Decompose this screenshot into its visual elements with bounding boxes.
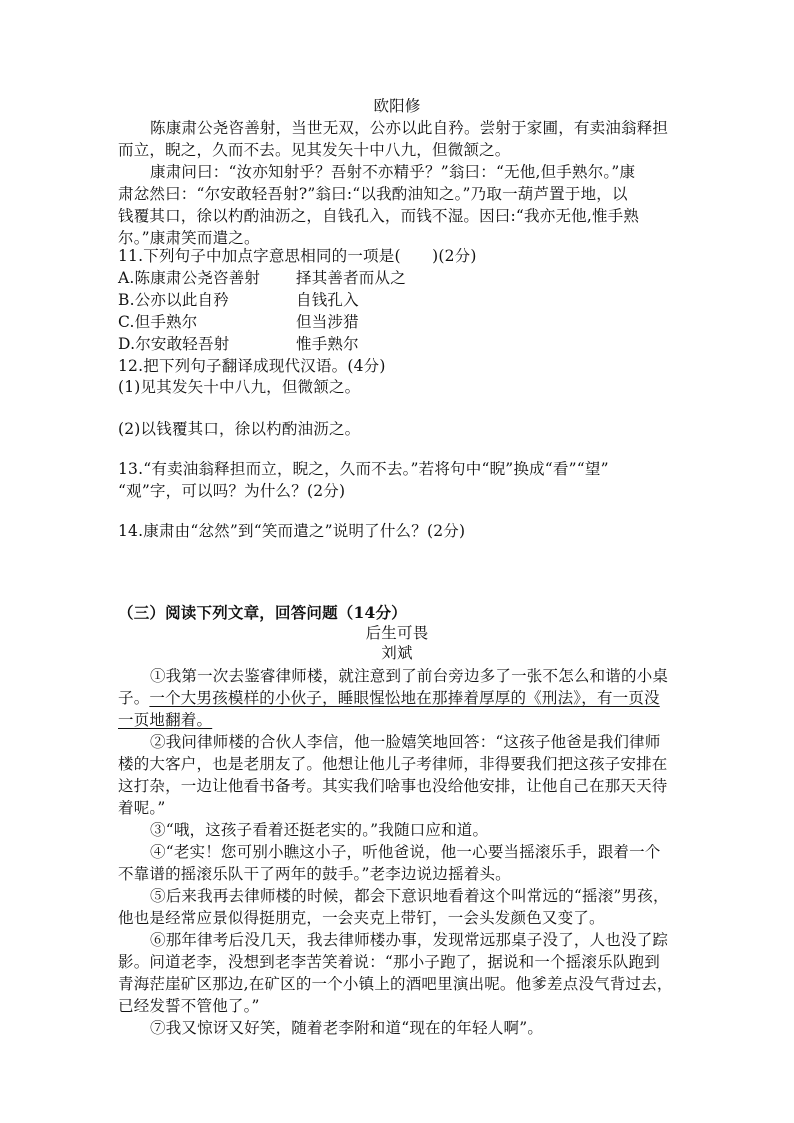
q11-option-c-left: C.但手熟尔 <box>118 313 198 331</box>
question-11-stem: 11.下列句子中加点字意思相同的一项是( )(2分) <box>118 247 477 265</box>
article-title: 后生可畏 <box>365 624 429 642</box>
article-line: ⑤后来我再去律师楼的时候，都会下意识地看着这个叫常远的“摇滚”男孩， <box>150 887 669 905</box>
article-line: 已经发誓不管他了。” <box>118 997 260 1015</box>
q11-option-a-right: 择其善者而从之 <box>296 269 406 287</box>
passage-line: 而立，睨之，久而不去。见其发矢十中八九，但微颔之。 <box>118 141 511 159</box>
section-3-heading: （三）阅读下列文章，回答问题（14分） <box>118 603 407 622</box>
article-line: 不靠谱的摇滚乐队干了两年的鼓手。”老李边说边摇着头。 <box>118 865 511 883</box>
question-14: 14.康肃由“忿然”到“笑而遣之”说明了什么？(2分) <box>118 522 466 540</box>
article-line: 他也是经常应景似得挺朋克，一会夹克上带钉，一会头发颜色又变了。 <box>118 909 605 927</box>
article-line: ⑥那年律考后没几天，我去律师楼办事，发现常远那桌子没了，人也没了踪 <box>150 931 669 949</box>
article-line <box>118 709 768 731</box>
article-line <box>118 687 768 709</box>
q11-option-d-right: 惟手熟尔 <box>296 335 359 353</box>
passage-line: 钱覆其口，徐以杓酌油沥之，自钱孔入，而钱不湿。因曰:“我亦无他,惟手熟 <box>118 207 640 225</box>
article-line: ④“老实！您可别小瞧这小子，听他爸说，他一心要当摇滚乐手，跟着一个 <box>150 843 661 861</box>
passage-line: 陈康肃公尧咨善射，当世无双，公亦以此自矜。尝射于家圃，有卖油翁释担 <box>150 119 669 137</box>
article-line: 这打杂，一边让他看书备考。其实我们啥事也没给他安排，让他自己在那天天待 <box>118 777 668 795</box>
article-line: 青海茫崖矿区那边,在矿区的一个小镇上的酒吧里演出呢。他爹差点没气背过去， <box>118 975 673 993</box>
question-13-line-1: 13.“有卖油翁释担而立，睨之，久而不去。”若将句中“睨”换成“看”“望” <box>118 460 609 478</box>
question-12-item-2: (2)以钱覆其口，徐以杓酌油沥之。 <box>118 420 361 438</box>
underlined-sentence: 一个大男孩模样的小伙子，睡眼惺忪地在那捧着厚厚的《刑法》，有一页没 <box>149 689 660 707</box>
article-text: 子。 <box>118 689 150 707</box>
q11-option-b-right: 自钱孔入 <box>296 291 359 309</box>
question-12-stem: 12.把下列句子翻译成现代汉语。(4分) <box>118 357 386 375</box>
passage-line: 康肃问曰：“汝亦知射乎？吾射不亦精乎？”翁曰：“无他,但手熟尔。”康 <box>150 163 636 181</box>
q11-option-b-left: B.公亦以此自矜 <box>118 291 229 309</box>
passage-line: 肃忿然曰：“尔安敢轻吾射?”翁曰:“以我酌油知之。”乃取一葫芦置于地，以 <box>118 185 628 203</box>
underlined-sentence: 一页地翻着。 <box>118 711 213 729</box>
question-13-line-2: “观”字，可以吗？为什么？(2分) <box>118 482 346 500</box>
article-line: 着呢。” <box>118 799 166 817</box>
q11-option-c-right: 但当涉猎 <box>296 313 359 331</box>
article-line: 楼的大客户，也是老朋友了。他想让他儿子考律师，非得要我们把这孩子安排在 <box>118 755 668 773</box>
article-line: ⑦我又惊讶又好笑，随着老李附和道“现在的年轻人啊”。 <box>150 1019 544 1037</box>
article-line: ②我问律师楼的合伙人李信，他一脸嬉笑地回答：“这孩子他爸是我们律师 <box>150 733 661 751</box>
question-12-item-1: (1)见其发矢十中八九，但微颔之。 <box>118 378 361 396</box>
article-line: 影。问道老李，没想到老李苦笑着说：“那小子跑了，据说和一个摇滚乐队跑到 <box>118 953 660 971</box>
passage-line: 尔。”康肃笑而遣之。 <box>118 229 260 247</box>
passage-author: 欧阳修 <box>373 97 421 115</box>
article-author: 刘斌 <box>381 644 413 662</box>
article-line: ①我第一次去鉴睿律师楼，就注意到了前台旁边多了一张不怎么和谐的小桌 <box>150 667 669 685</box>
article-line: ③“哦，这孩子看着还挺老实的。”我随口应和道。 <box>150 821 489 839</box>
q11-option-d-left: D.尔安敢轻吾射 <box>118 335 230 353</box>
q11-option-a-left: A.陈康肃公尧咨善射 <box>118 269 261 287</box>
